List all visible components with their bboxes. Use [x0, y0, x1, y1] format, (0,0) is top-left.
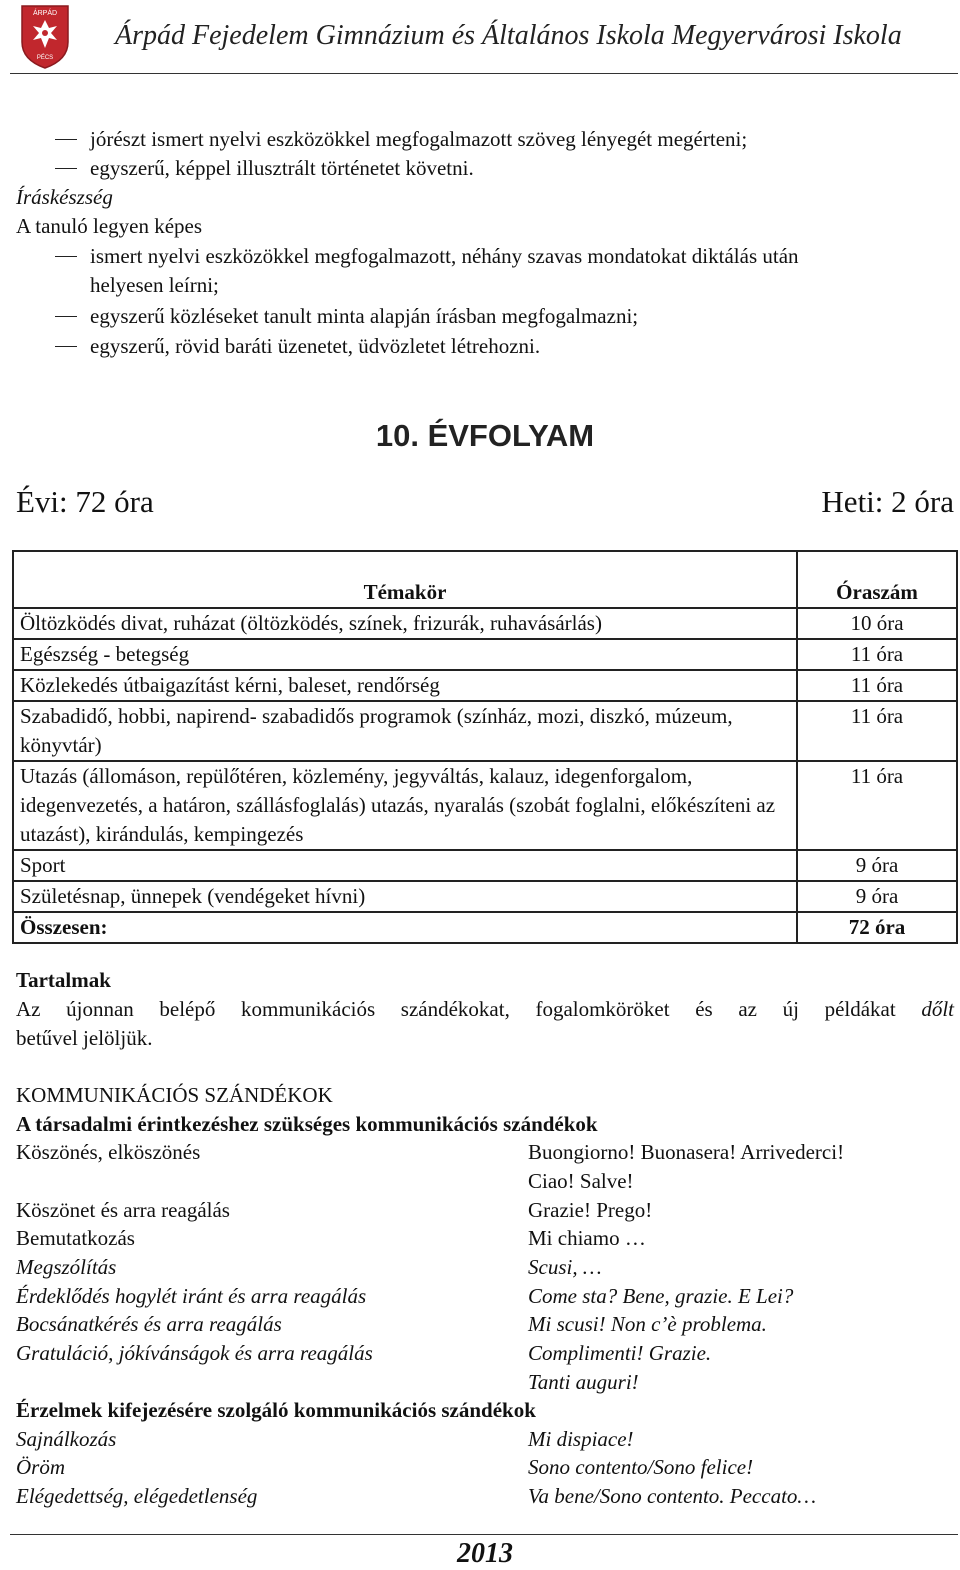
intent-example: Buongiorno! Buonasera! Arrivederci!: [528, 1140, 845, 1164]
topic-cell: Utazás (állomáson, repülőtéren, közlemény, jegyváltás, kalauz, idegenforgalom, idegenvezetés, a határon, szállásfoglalás) utazás, nyaralás (szobát foglalni, előkészíteni az utazást), kirándulás, kempingezés: [13, 761, 797, 850]
hours-cell: 11 óra: [797, 761, 957, 850]
bullet-dash: [55, 168, 77, 169]
content-emphasis: dőlt: [921, 997, 955, 1021]
table-row: [13, 701, 957, 761]
intent-example: Va bene/Sono contento. Peccato…: [528, 1484, 817, 1508]
bullet-dash: [55, 256, 77, 257]
comm-heading: KOMMUNIKÁCIÓS SZÁNDÉKOK: [16, 1083, 333, 1107]
footer-divider: [10, 1534, 958, 1535]
topic-cell: Öltözködés divat, ruházat (öltözködés, színek, frizurák, ruhavásárlás): [13, 608, 797, 639]
intent-example: Mi dispiace!: [528, 1427, 634, 1451]
intent-example: Mi chiamo …: [528, 1226, 646, 1250]
list-item: egyszerű közléseket tanult minta alapján írásban megfogalmazni;: [90, 304, 639, 328]
intent-label: Érdeklődés hogylét iránt és arra reagálás: [16, 1284, 367, 1308]
bullet-dash: [55, 316, 77, 317]
hours-cell: 10 óra: [797, 608, 957, 639]
table-row: [13, 850, 957, 881]
yearly-hours: Évi: 72 óra: [16, 484, 154, 519]
content-text: Az újonnan belépő kommunikációs szándékokat, fogalomköröket és az új példákat: [16, 997, 896, 1021]
grade-title: 10. ÉVFOLYAM: [375, 418, 595, 453]
list-item-continuation: helyesen leírni;: [90, 273, 219, 297]
comm-section2-title: Érzelmek kifejezésére szolgáló kommunikációs szándékok: [16, 1398, 536, 1422]
topic-cell: Sport: [13, 850, 797, 881]
intent-label: Megszólítás: [16, 1255, 117, 1279]
intent-label: Gratuláció, jókívánságok és arra reagálás: [16, 1341, 373, 1365]
table-total-row: [13, 912, 957, 943]
list-item: egyszerű, képpel illusztrált történetet követni.: [90, 156, 474, 180]
header-hours: Óraszám: [797, 551, 957, 608]
intent-example: Ciao! Salve!: [528, 1169, 634, 1193]
bullet-dash: [55, 139, 77, 140]
weekly-hours: Heti: 2 óra: [821, 484, 954, 519]
header-divider: [10, 73, 958, 74]
table-row: [13, 881, 957, 912]
topic-cell: Születésnap, ünnepek (vendégeket hívni): [13, 881, 797, 912]
table-row: [13, 639, 957, 670]
list-item: jórészt ismert nyelvi eszközökkel megfogalmazott szöveg lényegét megérteni;: [90, 127, 748, 151]
table-row: [13, 761, 957, 850]
table-row: [13, 670, 957, 701]
hours-cell: 11 óra: [797, 639, 957, 670]
hours-cell: 9 óra: [797, 850, 957, 881]
svg-text:PÉCS: PÉCS: [36, 55, 54, 61]
intent-label: Bemutatkozás: [16, 1226, 135, 1250]
footer-year: 2013: [457, 1538, 513, 1569]
intent-label: Köszönés, elköszönés: [16, 1140, 201, 1164]
intent-label: Öröm: [16, 1455, 66, 1479]
intent-example: Come sta? Bene, grazie. E Lei?: [528, 1284, 794, 1308]
table-row: [13, 608, 957, 639]
list-item: ismert nyelvi eszközökkel megfogalmazott, néhány szavas mondatokat diktálás után: [90, 244, 799, 268]
writing-lead: A tanuló legyen képes: [16, 214, 203, 238]
intent-example: Mi scusi! Non c’è problema.: [528, 1312, 767, 1336]
topics-table: [12, 550, 958, 944]
header-topic: Témakör: [13, 551, 797, 608]
page-header: [0, 0, 960, 76]
hours-cell: 11 óra: [797, 701, 957, 761]
content-heading: Tartalmak: [16, 968, 111, 992]
intent-label: Köszönet és arra reagálás: [16, 1198, 230, 1222]
intent-label: Bocsánatkérés és arra reagálás: [16, 1312, 282, 1336]
intent-example: Sono contento/Sono felice!: [528, 1455, 754, 1479]
svg-text:ÁRPÁD: ÁRPÁD: [32, 10, 58, 17]
intent-example: Tanti auguri!: [528, 1370, 639, 1394]
school-name: Árpád Fejedelem Gimnázium és Általános Iskola Megyervárosi Iskola: [115, 20, 902, 51]
hours-cell: 9 óra: [797, 881, 957, 912]
list-item: egyszerű, rövid baráti üzenetet, üdvözletet létrehozni.: [90, 334, 541, 358]
topic-cell: Szabadidő, hobbi, napirend- szabadidős programok (színház, mozi, diszkó, múzeum, könyvtár): [13, 701, 797, 761]
content-paragraph-line2: betűvel jelöljük.: [16, 1026, 153, 1050]
intent-label: Elégedettség, elégedetlenség: [16, 1484, 258, 1508]
school-crest-logo: [20, 4, 70, 70]
total-label: Összesen:: [13, 912, 797, 943]
hours-cell: 11 óra: [797, 670, 957, 701]
intent-example: Complimenti! Grazie.: [528, 1341, 712, 1365]
intent-example: Scusi, …: [528, 1255, 602, 1279]
total-hours: 72 óra: [797, 912, 957, 943]
topic-cell: Egészség - betegség: [13, 639, 797, 670]
comm-section1-title: A társadalmi érintkezéshez szükséges kommunikációs szándékok: [16, 1112, 598, 1136]
content-paragraph-line1: [16, 995, 954, 1024]
bullet-dash: [55, 346, 77, 347]
table-header-row: [13, 551, 957, 608]
section-heading-writing: Íráskészség: [16, 185, 113, 209]
intent-example: Grazie! Prego!: [528, 1198, 653, 1222]
intent-label: Sajnálkozás: [16, 1427, 117, 1451]
topic-cell: Közlekedés útbaigazítást kérni, baleset, rendőrség: [13, 670, 797, 701]
